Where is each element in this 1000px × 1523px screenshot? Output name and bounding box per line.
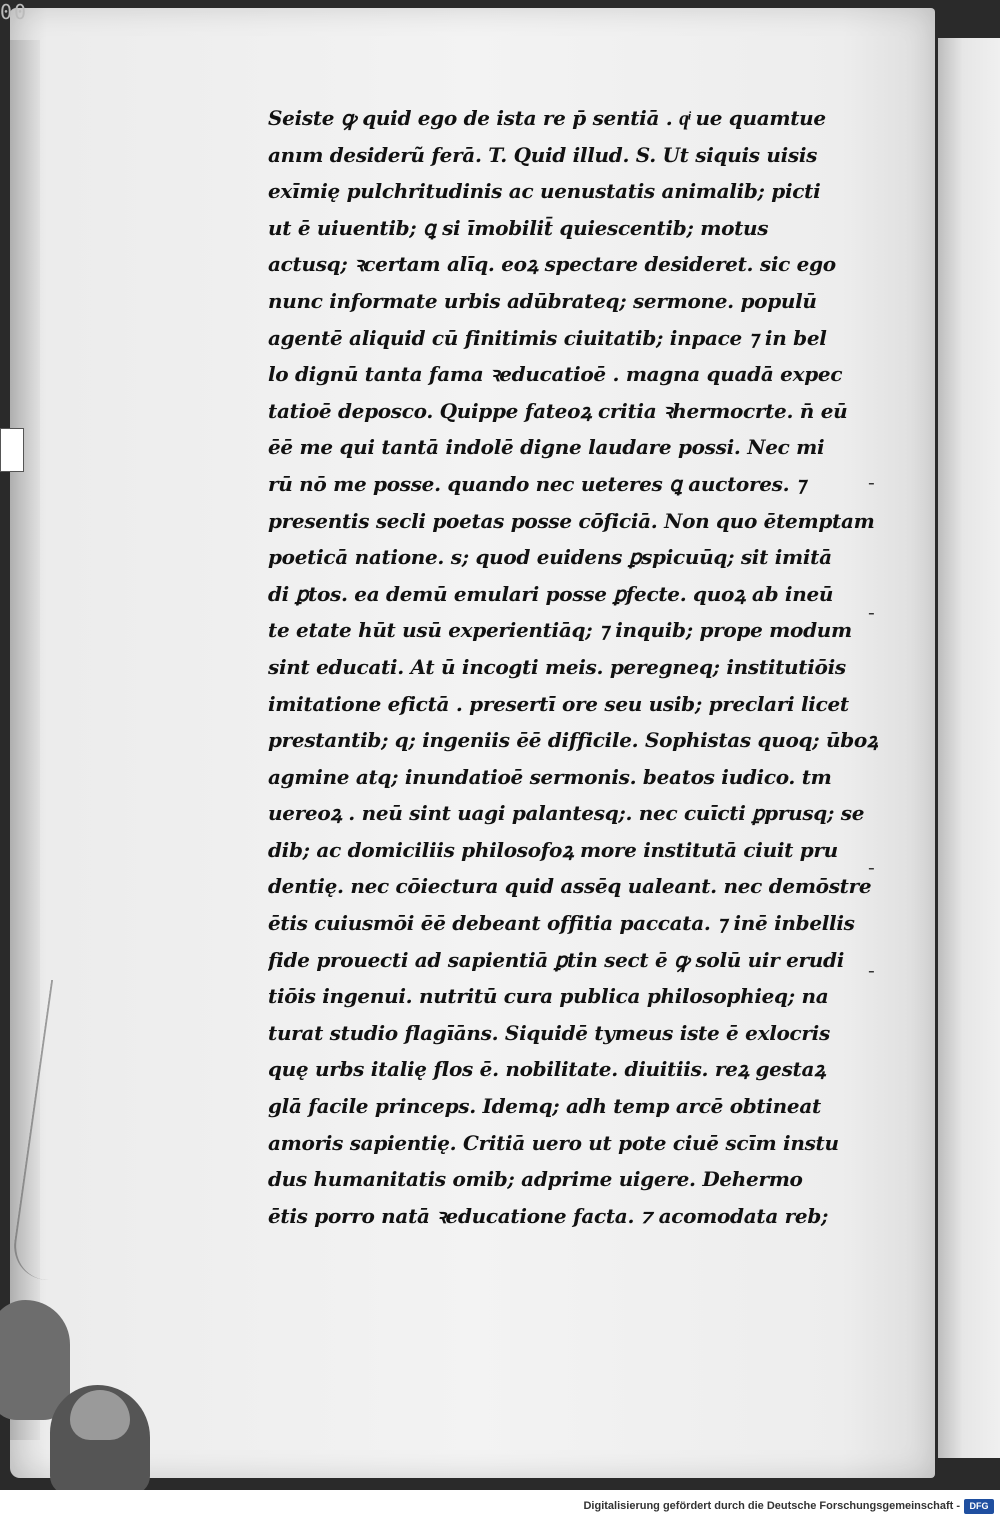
- manuscript-line: di ꝑtos. ea demū emulari posse ꝑfecte. quoꝝ ab ineū: [268, 581, 834, 606]
- funding-credit: Digitalisierung gefördert durch die Deutsche Forschungsgemeinschaft -: [583, 1500, 960, 1512]
- manuscript-line: actusq; ꝛcertam alīq. eoꝝ spectare desideret. sic ego: [268, 252, 836, 277]
- manuscript-line: agentē aliquid cū finitimis ciuitatib; inpace ⁊ in bel: [268, 325, 827, 350]
- manuscript-line: anım desiderũ ferā. T. Quid illud. S. Ut siquis uisis: [268, 142, 818, 167]
- manuscript-line: poeticā natione. s; quod euidens ꝑspicuūq; sit imitā: [268, 545, 832, 570]
- manuscript-line: amoris sapientię. Critiā uero ut pote ciuē scīm instu: [268, 1130, 839, 1155]
- manuscript-line: lo dignū tanta fama ꝛeducatioē . magna quadā expec: [268, 362, 843, 387]
- manuscript-line: glā facile princeps. Idemq; adh temp arcē obtineat: [268, 1094, 821, 1119]
- manuscript-line: quę urbs italię flos ē. nobilitate. diuitiis. reꝝ gestaꝝ: [268, 1057, 826, 1082]
- manuscript-line: turat studio flagīāns. Siquidē tymeus iste ē exlocris: [268, 1020, 830, 1045]
- manuscript-line: nunc informate urbis adūbrateq; sermone. populū: [268, 288, 817, 313]
- margin-dash-2: -: [868, 600, 875, 624]
- manuscript-line: fide prouecti ad sapientiā ꝑtin sect ē ꝙ solū uir erudi: [268, 947, 845, 972]
- manuscript-line: exīmię pulchritudinis ac uenustatis animalib; picti: [268, 179, 821, 204]
- adjacent-page-edge: [938, 38, 1000, 1458]
- manuscript-line: rū nō me posse. quando nec ueteres ꝗ auctores. ⁊: [268, 471, 806, 496]
- manuscript-line: ut ē uiuentib; ꝗ si īmobilit̄ quiescentib; motus: [268, 215, 769, 240]
- holding-hand: [0, 1290, 150, 1490]
- dfg-logo: DFG: [964, 1499, 994, 1514]
- margin-dash-3: -: [868, 855, 875, 879]
- manuscript-line: imitatione efictā . presertī ore seu usib; preclari licet: [268, 691, 849, 716]
- manuscript-line: dib; ac domiciliis philosofoꝝ more institutā ciuit pru: [268, 837, 838, 862]
- footer-bar: [0, 1490, 1000, 1523]
- manuscript-line: te etate hūt usū experientiāq; ⁊ inquib; prope modum: [268, 618, 852, 643]
- manuscript-line: uereoꝝ . neū sint uagi palantesq;. nec cuīcti ꝑprusq; se: [268, 801, 865, 826]
- manuscript-line: tiōis ingenui. nutritū cura publica philosophieq; na: [268, 984, 829, 1009]
- manuscript-line: dus humanitatis omib; adprime uigere. Dehermo: [268, 1167, 803, 1192]
- page-tab-marker: [0, 428, 24, 472]
- manuscript-line: dentię. nec cōiectura quid assēq ualeant. nec demōstre: [268, 874, 872, 899]
- manuscript-line: agmine atq; inundatioē sermonis. beatos iudico. tm: [268, 764, 832, 789]
- corner-page-mark: 00: [0, 0, 29, 24]
- manuscript-line: Seiste ꝙ quid ego de ista re p̄ sentiā . qͥ ue quamtue: [268, 106, 826, 130]
- manuscript-line: presentis secli poetas posse cōficiā. Non quo ētemptam: [268, 508, 875, 533]
- manuscript-line: ētis cuiusmōi ēē debeant offitia paccata. ⁊ inē inbellis: [268, 911, 855, 936]
- manuscript-line: ētis porro natā ꝛeducatione facta. ⁊ acomodata reb;: [268, 1203, 829, 1228]
- margin-dash-4: -: [868, 958, 875, 982]
- margin-dash-1: -: [868, 470, 875, 494]
- manuscript-line: tatioē deposco. Quippe fateoꝝ critia ꝛhermocrte. n̄ eū: [268, 398, 848, 423]
- manuscript-text-block: [268, 100, 878, 1234]
- manuscript-line: ēē me qui tantā indolē digne laudare possi. Nec mi: [268, 435, 825, 460]
- manuscript-line: sint educati. At ū incogti meis. peregneq; institutiōis: [268, 654, 846, 679]
- manuscript-line: prestantib; q; ingeniis ēē difficile. Sophistas quoq; ūboꝝ: [268, 728, 878, 753]
